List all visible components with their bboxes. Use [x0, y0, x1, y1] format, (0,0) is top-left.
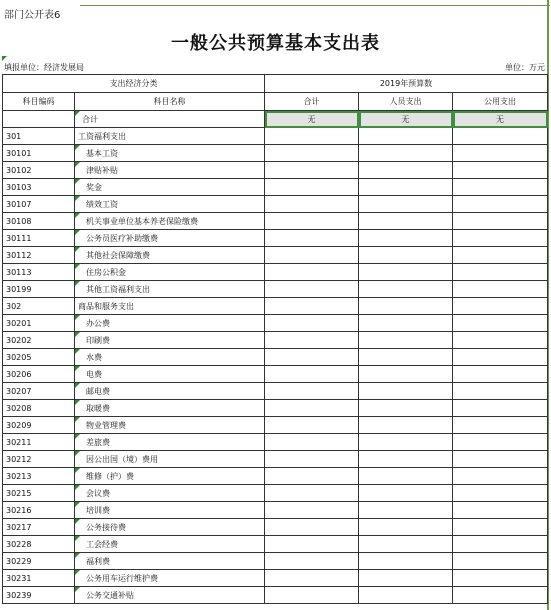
name-cell-text: 会议费	[86, 488, 110, 498]
cell-marker-icon	[75, 247, 80, 252]
personnel-value-cell[interactable]	[359, 417, 453, 434]
name-cell-text: 公务接待费	[86, 522, 126, 532]
budget-table	[2, 74, 548, 604]
name-cell[interactable]	[75, 128, 265, 145]
personnel-value-cell[interactable]	[359, 519, 453, 536]
public-value-cell[interactable]	[453, 468, 548, 485]
table-row	[3, 230, 548, 247]
table-row	[3, 298, 548, 315]
code-cell-text: 30202	[6, 335, 32, 345]
code-cell-text: 30201	[6, 318, 32, 328]
total-value-cell[interactable]	[265, 213, 359, 230]
name-cell-text: 住房公积金	[86, 267, 126, 277]
table-row	[3, 502, 548, 519]
cell-marker-icon	[75, 332, 80, 337]
code-cell[interactable]	[3, 145, 75, 162]
total-value-cell[interactable]	[265, 536, 359, 553]
personnel-value-cell[interactable]	[359, 349, 453, 366]
name-cell-text: 公务员医疗补助缴费	[86, 233, 158, 243]
total-value-cell[interactable]	[265, 434, 359, 451]
header-budget-year: 2019年预算数	[265, 75, 548, 93]
total-value-cell[interactable]	[265, 400, 359, 417]
public-value-cell[interactable]	[453, 196, 548, 213]
name-cell-text: 绩效工资	[86, 199, 118, 209]
code-cell-text: 30208	[6, 403, 32, 413]
name-cell[interactable]	[75, 145, 265, 162]
name-cell[interactable]	[75, 315, 265, 332]
name-cell-text: 基本工资	[86, 148, 118, 158]
code-cell-text: 30101	[6, 148, 32, 158]
code-cell[interactable]	[3, 230, 75, 247]
name-cell-text: 维修（护）费	[86, 471, 134, 481]
personnel-value-cell[interactable]	[359, 502, 453, 519]
total-value-cell[interactable]	[265, 196, 359, 213]
name-cell[interactable]	[75, 196, 265, 213]
cell-marker-icon	[75, 434, 80, 439]
code-cell[interactable]	[3, 281, 75, 298]
code-cell-text: 30228	[6, 539, 32, 549]
code-cell-text: 30213	[6, 471, 32, 481]
public-value-cell[interactable]	[453, 587, 548, 604]
public-value-cell[interactable]	[453, 213, 548, 230]
total-value-cell[interactable]	[265, 230, 359, 247]
name-cell[interactable]	[75, 298, 265, 315]
name-cell-text: 培训费	[86, 505, 110, 515]
public-value-cell[interactable]	[453, 400, 548, 417]
name-cell[interactable]	[75, 553, 265, 570]
name-cell-text: 公务用车运行维护费	[86, 573, 158, 583]
name-cell[interactable]	[75, 417, 265, 434]
name-cell[interactable]	[75, 570, 265, 587]
header-name: 科目名称	[75, 93, 265, 111]
personnel-value-cell[interactable]	[359, 247, 453, 264]
public-value-cell[interactable]	[453, 553, 548, 570]
name-cell-text: 邮电费	[86, 386, 110, 396]
personnel-value-cell[interactable]	[359, 570, 453, 587]
code-cell-text: 30231	[6, 573, 32, 583]
cell-marker-icon	[75, 485, 80, 490]
table-row	[3, 468, 548, 485]
header-public: 公用支出	[453, 93, 548, 111]
name-cell-text: 工会经费	[86, 539, 118, 549]
public-value-cell[interactable]	[453, 179, 548, 196]
table-row	[3, 281, 548, 298]
code-cell[interactable]	[3, 468, 75, 485]
name-cell-text: 机关事业单位基本养老保险缴费	[86, 216, 198, 226]
total-value-cell[interactable]	[265, 162, 359, 179]
name-cell-text: 因公出国（境）费用	[86, 454, 158, 464]
code-cell[interactable]	[3, 536, 75, 553]
header-economic-class: 支出经济分类	[3, 75, 265, 93]
code-cell[interactable]	[3, 349, 75, 366]
code-cell-text: 30215	[6, 488, 32, 498]
total-value-cell[interactable]	[265, 485, 359, 502]
cell-marker-icon	[75, 417, 80, 422]
cell-marker-icon	[75, 145, 80, 150]
name-cell[interactable]	[75, 587, 265, 604]
cell-marker-icon	[75, 230, 80, 235]
public-value-cell[interactable]	[453, 536, 548, 553]
total-value-cell[interactable]	[265, 519, 359, 536]
total-value-cell[interactable]	[265, 281, 359, 298]
table-row	[3, 264, 548, 281]
header-total: 合计	[265, 93, 359, 111]
personnel-value-cell[interactable]	[359, 383, 453, 400]
code-cell[interactable]	[3, 332, 75, 349]
name-cell[interactable]	[75, 383, 265, 400]
code-cell[interactable]	[3, 315, 75, 332]
sheet-top-border	[80, 5, 550, 6]
name-cell[interactable]	[75, 332, 265, 349]
code-cell-text: 30229	[6, 556, 32, 566]
total-label-cell[interactable]	[75, 111, 265, 128]
name-cell[interactable]	[75, 400, 265, 417]
table-row	[3, 332, 548, 349]
total-value-cell[interactable]	[265, 145, 359, 162]
total-value-cell[interactable]	[265, 417, 359, 434]
name-cell[interactable]	[75, 502, 265, 519]
public-value-cell[interactable]	[453, 383, 548, 400]
unit-label: 单位：万元	[505, 63, 545, 72]
code-cell-text: 30113	[6, 267, 32, 277]
code-cell[interactable]	[3, 264, 75, 281]
name-cell-text: 物业管理费	[86, 420, 126, 430]
personnel-value-cell[interactable]	[359, 434, 453, 451]
name-cell-text: 印刷费	[86, 335, 110, 345]
name-cell-text: 工资福利支出	[78, 131, 126, 141]
personnel-value-cell[interactable]	[359, 468, 453, 485]
personnel-value-cell[interactable]	[359, 451, 453, 468]
total-value-cell[interactable]	[265, 570, 359, 587]
total-personnel-cell[interactable]: 无	[359, 111, 453, 128]
table-row	[3, 145, 548, 162]
public-value-cell[interactable]	[453, 434, 548, 451]
public-value-cell[interactable]	[453, 519, 548, 536]
code-cell-text: 30102	[6, 165, 32, 175]
total-value-cell[interactable]	[265, 468, 359, 485]
page-title: 一般公共预算基本支出表	[171, 33, 380, 54]
public-value-cell[interactable]	[453, 332, 548, 349]
personnel-value-cell[interactable]	[359, 179, 453, 196]
code-cell[interactable]	[3, 519, 75, 536]
cell-marker-icon	[75, 315, 80, 320]
public-value-cell[interactable]	[453, 128, 548, 145]
code-cell-text: 30205	[6, 352, 32, 362]
name-cell-text: 奖金	[86, 182, 102, 192]
personnel-value-cell[interactable]	[359, 281, 453, 298]
total-value-cell[interactable]	[265, 332, 359, 349]
table-row	[3, 213, 548, 230]
cell-marker-icon	[75, 553, 80, 558]
cell-marker-icon	[75, 264, 80, 269]
total-value-cell[interactable]	[265, 179, 359, 196]
code-cell[interactable]	[3, 298, 75, 315]
total-label: 合计	[82, 114, 98, 124]
cell-marker-icon	[75, 502, 80, 507]
table-row	[3, 553, 548, 570]
personnel-value-cell[interactable]	[359, 264, 453, 281]
total-value-cell[interactable]	[265, 383, 359, 400]
header-row-2	[3, 93, 548, 111]
name-cell[interactable]	[75, 519, 265, 536]
total-value-cell[interactable]	[265, 587, 359, 604]
name-cell-text: 差旅费	[86, 437, 110, 447]
public-value-cell[interactable]	[453, 349, 548, 366]
cell-marker-icon	[75, 111, 80, 116]
public-value-cell[interactable]	[453, 502, 548, 519]
total-value-cell[interactable]	[265, 502, 359, 519]
total-row	[3, 111, 548, 128]
code-cell-text: 302	[6, 301, 22, 311]
name-cell-text: 水费	[86, 352, 102, 362]
header-personnel: 人员支出	[359, 93, 453, 111]
code-cell[interactable]	[3, 383, 75, 400]
public-value-cell[interactable]	[453, 570, 548, 587]
code-cell[interactable]	[3, 196, 75, 213]
table-row	[3, 196, 548, 213]
name-cell-text: 商品和服务支出	[78, 301, 134, 311]
personnel-value-cell[interactable]	[359, 162, 453, 179]
personnel-value-cell[interactable]	[359, 587, 453, 604]
total-value-cell[interactable]	[265, 298, 359, 315]
name-cell-text: 取暖费	[86, 403, 110, 413]
personnel-value-cell[interactable]	[359, 485, 453, 502]
code-cell-text: 30209	[6, 420, 32, 430]
code-cell[interactable]	[3, 247, 75, 264]
personnel-value-cell[interactable]	[359, 128, 453, 145]
cell-marker-icon	[75, 213, 80, 218]
code-cell[interactable]	[3, 434, 75, 451]
cell-marker-icon	[75, 162, 80, 167]
table-row	[3, 349, 548, 366]
cell-marker-icon	[75, 281, 80, 286]
personnel-value-cell[interactable]	[359, 366, 453, 383]
personnel-value-cell[interactable]	[359, 145, 453, 162]
name-cell-text: 福利费	[86, 556, 110, 566]
personnel-value-cell[interactable]	[359, 213, 453, 230]
cell-marker-icon	[75, 179, 80, 184]
public-value-cell[interactable]	[453, 485, 548, 502]
code-cell[interactable]	[3, 366, 75, 383]
name-cell[interactable]	[75, 434, 265, 451]
cell-marker-icon	[75, 536, 80, 541]
table-row	[3, 383, 548, 400]
code-cell[interactable]	[3, 570, 75, 587]
code-cell-text: 30107	[6, 199, 32, 209]
personnel-value-cell[interactable]	[359, 536, 453, 553]
code-cell[interactable]	[3, 128, 75, 145]
page-label: 部门公开表6	[4, 10, 61, 21]
cell-marker-icon	[2, 56, 7, 61]
total-public-cell[interactable]: 无	[453, 111, 548, 128]
table-row	[3, 451, 548, 468]
cell-marker-icon	[75, 383, 80, 388]
code-cell-text: 30211	[6, 437, 32, 447]
code-cell-text: 301	[6, 131, 22, 141]
filing-unit: 填报单位：经济发展局	[4, 63, 84, 72]
table-row	[3, 247, 548, 264]
header-code: 科目编码	[3, 93, 75, 111]
name-cell[interactable]	[75, 468, 265, 485]
table-row	[3, 434, 548, 451]
cell-marker-icon	[75, 451, 80, 456]
personnel-value-cell[interactable]	[359, 400, 453, 417]
code-cell-text: 30108	[6, 216, 32, 226]
code-cell-text: 30103	[6, 182, 32, 192]
name-cell[interactable]	[75, 349, 265, 366]
code-cell[interactable]	[3, 400, 75, 417]
name-cell[interactable]	[75, 213, 265, 230]
total-value-cell[interactable]	[265, 451, 359, 468]
code-cell[interactable]	[3, 179, 75, 196]
table-row	[3, 417, 548, 434]
code-cell-text: 30216	[6, 505, 32, 515]
name-cell[interactable]	[75, 264, 265, 281]
public-value-cell[interactable]	[453, 145, 548, 162]
code-cell-text: 30206	[6, 369, 32, 379]
cell-marker-icon	[75, 366, 80, 371]
code-cell-text: 30111	[6, 233, 32, 243]
total-value-cell[interactable]	[265, 366, 359, 383]
name-cell[interactable]	[75, 179, 265, 196]
public-value-cell[interactable]	[453, 230, 548, 247]
code-cell-text: 30112	[6, 250, 32, 260]
code-cell-text: 30217	[6, 522, 32, 532]
cell-marker-icon	[75, 519, 80, 524]
table-row	[3, 366, 548, 383]
code-cell-text: 30199	[6, 284, 32, 294]
name-cell[interactable]	[75, 281, 265, 298]
code-cell[interactable]	[3, 485, 75, 502]
personnel-value-cell[interactable]	[359, 315, 453, 332]
code-cell[interactable]	[3, 451, 75, 468]
public-value-cell[interactable]	[453, 451, 548, 468]
total-cell[interactable]: 无	[265, 111, 359, 128]
code-cell[interactable]	[3, 502, 75, 519]
table-row	[3, 179, 548, 196]
table-row	[3, 536, 548, 553]
total-code-cell[interactable]	[3, 111, 75, 128]
cell-marker-icon	[75, 349, 80, 354]
name-cell[interactable]	[75, 451, 265, 468]
cell-marker-icon	[75, 468, 80, 473]
name-cell-text: 电费	[86, 369, 102, 379]
public-value-cell[interactable]	[453, 247, 548, 264]
name-cell[interactable]	[75, 536, 265, 553]
header-row-1	[3, 75, 548, 93]
public-value-cell[interactable]	[453, 264, 548, 281]
public-value-cell[interactable]	[453, 162, 548, 179]
total-value-cell[interactable]	[265, 128, 359, 145]
table-row	[3, 400, 548, 417]
code-cell[interactable]	[3, 162, 75, 179]
public-value-cell[interactable]	[453, 281, 548, 298]
code-cell[interactable]	[3, 587, 75, 604]
name-cell[interactable]	[75, 247, 265, 264]
cell-marker-icon	[75, 587, 80, 592]
code-cell-text: 30212	[6, 454, 32, 464]
table-row	[3, 128, 548, 145]
table-row	[3, 485, 548, 502]
public-value-cell[interactable]	[453, 366, 548, 383]
name-cell[interactable]	[75, 485, 265, 502]
name-cell-text: 津贴补贴	[86, 165, 118, 175]
total-value-cell[interactable]	[265, 247, 359, 264]
total-value-cell[interactable]	[265, 553, 359, 570]
personnel-value-cell[interactable]	[359, 553, 453, 570]
total-value-cell[interactable]	[265, 264, 359, 281]
personnel-value-cell[interactable]	[359, 230, 453, 247]
public-value-cell[interactable]	[453, 417, 548, 434]
name-cell[interactable]	[75, 162, 265, 179]
personnel-value-cell[interactable]	[359, 196, 453, 213]
name-cell-text: 办公费	[86, 318, 110, 328]
name-cell-text: 其他社会保障缴费	[86, 250, 150, 260]
name-cell-text: 其他工资福利支出	[86, 284, 150, 294]
public-value-cell[interactable]	[453, 298, 548, 315]
total-value-cell[interactable]	[265, 349, 359, 366]
cell-marker-icon	[75, 196, 80, 201]
name-cell-text: 公务交通补贴	[86, 590, 134, 600]
cell-marker-icon	[75, 400, 80, 405]
public-value-cell[interactable]	[453, 315, 548, 332]
table-row	[3, 519, 548, 536]
table-row	[3, 587, 548, 604]
code-cell[interactable]	[3, 417, 75, 434]
code-cell[interactable]	[3, 213, 75, 230]
total-value-cell[interactable]	[265, 315, 359, 332]
personnel-value-cell[interactable]	[359, 332, 453, 349]
code-cell[interactable]	[3, 553, 75, 570]
code-cell-text: 30239	[6, 590, 32, 600]
table-row	[3, 570, 548, 587]
cell-marker-icon	[75, 570, 80, 575]
name-cell[interactable]	[75, 230, 265, 247]
personnel-value-cell[interactable]	[359, 298, 453, 315]
table-row	[3, 315, 548, 332]
code-cell-text: 30207	[6, 386, 32, 396]
name-cell[interactable]	[75, 366, 265, 383]
table-row	[3, 162, 548, 179]
